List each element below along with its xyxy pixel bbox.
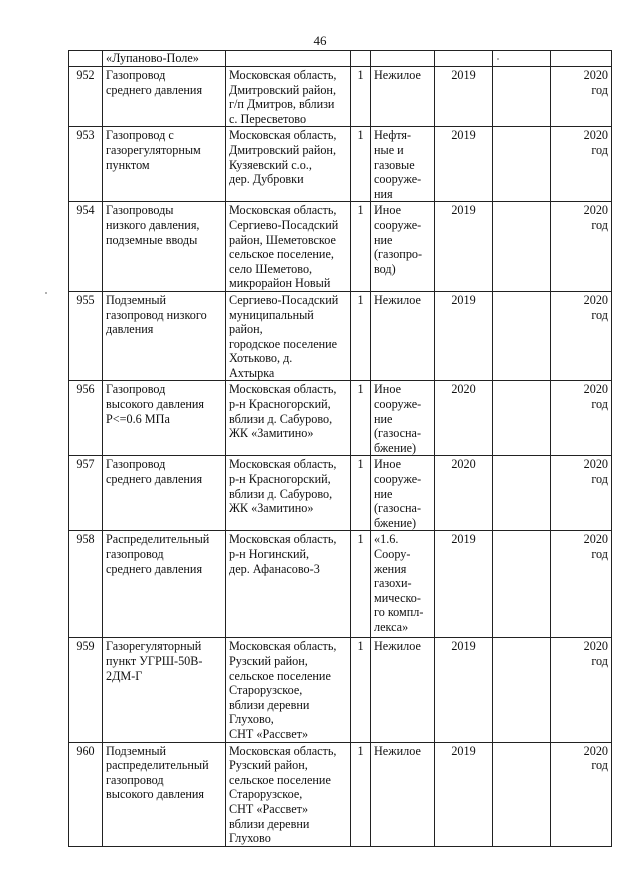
cell-address-line: Московская область, bbox=[229, 68, 337, 82]
cell-quantity bbox=[351, 51, 371, 67]
cell-number: 952 bbox=[69, 67, 103, 127]
cell-type-line: ния bbox=[374, 186, 393, 201]
cell-address-line: Старорузское, bbox=[229, 683, 303, 698]
cell-year: 2019 bbox=[435, 742, 493, 846]
cell-type-line: (газопро- bbox=[374, 247, 423, 262]
cell-name-line: Подземный bbox=[106, 292, 167, 307]
cell-name-line: пунктом bbox=[106, 157, 150, 172]
cell-type-line: Иное bbox=[374, 457, 401, 472]
cell-empty bbox=[493, 291, 551, 381]
cell-address bbox=[226, 381, 351, 456]
cell-name-line: высокого давления bbox=[106, 787, 205, 802]
cell-name-line: Газопровод bbox=[106, 382, 166, 397]
cell-type-line: вод) bbox=[374, 261, 396, 276]
cell-address-line: Сергиево-Посадский bbox=[229, 292, 339, 307]
cell-type-line: Нежилое bbox=[374, 639, 421, 654]
cell-address-line: городское поселение bbox=[229, 336, 338, 351]
cell-type-line: лекса» bbox=[374, 619, 409, 634]
cell-type-line: ние bbox=[374, 411, 393, 426]
cell-type-line: ние bbox=[374, 232, 393, 247]
cell-address-line: Рузский район, bbox=[229, 758, 308, 773]
cell-name bbox=[103, 531, 226, 638]
cell-type-line: сооруже- bbox=[374, 472, 422, 487]
cell-name bbox=[103, 742, 226, 846]
cell-empty bbox=[493, 381, 551, 456]
table-row bbox=[69, 531, 612, 638]
table-row-continuation bbox=[69, 51, 612, 67]
cell-empty bbox=[493, 202, 551, 292]
cell-type-line: (газосна- bbox=[374, 426, 422, 441]
cell-address-line: Рузский район, bbox=[229, 654, 308, 668]
cell-number: 956 bbox=[69, 381, 103, 456]
cell-address bbox=[226, 531, 351, 638]
cell-address-line: Московская область, bbox=[229, 457, 337, 472]
table-row bbox=[69, 742, 612, 846]
cell-address-line: Дмитровский район, bbox=[229, 142, 337, 157]
cell-name-line: Газорегуляторный bbox=[106, 639, 202, 654]
cell-address-line: Московская область, bbox=[229, 128, 337, 143]
cell-type-line: Нежилое bbox=[374, 68, 421, 82]
cell-type-line: го компл- bbox=[374, 605, 424, 620]
cell-address-line: дер. Афанасово-3 bbox=[229, 561, 320, 576]
cell-type-line: Нефтя- bbox=[374, 128, 412, 143]
cell-address-line: вблизи деревни bbox=[229, 816, 310, 831]
cell-name-line: среднего давления bbox=[106, 561, 203, 576]
cell-quantity: 1 bbox=[351, 742, 371, 846]
cell-completion bbox=[551, 291, 612, 381]
cell-address bbox=[226, 51, 351, 67]
cell-name bbox=[103, 291, 226, 381]
scan-speck bbox=[45, 292, 47, 294]
cell-number: 959 bbox=[69, 638, 103, 742]
cell-completion bbox=[551, 127, 612, 202]
cell-completion-line: год bbox=[591, 654, 608, 668]
cell-address-line: г/п Дмитров, вблизи bbox=[229, 97, 335, 112]
cell-type-line: Иное bbox=[374, 382, 401, 397]
cell-address-line: СНТ «Рассвет» bbox=[229, 726, 309, 741]
cell-name-line: газопровод bbox=[106, 547, 164, 561]
cell-empty bbox=[493, 127, 551, 202]
cell-empty bbox=[493, 67, 551, 127]
cell-quantity: 1 bbox=[351, 67, 371, 127]
cell-address bbox=[226, 67, 351, 127]
cell-number bbox=[69, 51, 103, 67]
cell-address-line: Глухово bbox=[229, 831, 271, 846]
cell-name bbox=[103, 67, 226, 127]
cell-name bbox=[103, 202, 226, 292]
cell-name-line: Газопровод bbox=[106, 68, 166, 82]
cell-type bbox=[371, 456, 435, 531]
cell-empty bbox=[493, 456, 551, 531]
table-row bbox=[69, 456, 612, 531]
cell-completion-line: год bbox=[591, 307, 608, 322]
cell-type-line: сооруже- bbox=[374, 397, 422, 412]
cell-name-line: Газопроводы bbox=[106, 203, 174, 218]
cell-completion bbox=[551, 638, 612, 742]
cell-type bbox=[371, 291, 435, 381]
cell-type bbox=[371, 127, 435, 202]
cell-number: 954 bbox=[69, 202, 103, 292]
cell-quantity: 1 bbox=[351, 531, 371, 638]
cell-completion-line: год bbox=[591, 82, 608, 97]
cell-completion-line: год bbox=[591, 142, 608, 157]
cell-name-line: низкого давления, bbox=[106, 217, 200, 232]
cell-name bbox=[103, 381, 226, 456]
cell-completion bbox=[551, 381, 612, 456]
cell-completion bbox=[551, 531, 612, 638]
cell-type-line: сооруже- bbox=[374, 172, 422, 187]
cell-type-line: Соору- bbox=[374, 547, 411, 561]
cell-completion-line: 2020 bbox=[583, 292, 608, 307]
cell-type-line: «1.6. bbox=[374, 532, 399, 547]
cell-quantity: 1 bbox=[351, 202, 371, 292]
cell-address-line: район, bbox=[229, 322, 263, 337]
cell-completion-line: год bbox=[591, 397, 608, 412]
cell-address-line: Ахтырка bbox=[229, 365, 275, 380]
cell-completion-line: 2020 bbox=[583, 203, 608, 218]
cell-name-line: Распределительный bbox=[106, 532, 210, 547]
cell-name-line: газопровод bbox=[106, 772, 164, 787]
cell-address-line: Московская область, bbox=[229, 743, 337, 758]
cell-address-line: Хотьково, д. bbox=[229, 351, 293, 366]
scan-speck bbox=[497, 58, 499, 60]
cell-type bbox=[371, 638, 435, 742]
cell-name-line: распределительный bbox=[106, 758, 209, 773]
cell-address-line: Московская область, bbox=[229, 532, 337, 547]
cell-completion-line: 2020 bbox=[583, 68, 608, 82]
cell-address-line: вблизи деревни bbox=[229, 697, 310, 712]
cell-address-line: микрорайон Новый bbox=[229, 276, 331, 291]
cell-year: 2019 bbox=[435, 202, 493, 292]
cell-address-line: сельское поселение bbox=[229, 668, 331, 683]
cell-address-line: с. Пересветово bbox=[229, 111, 307, 126]
cell-address-line: вблизи д. Сабурово, bbox=[229, 411, 333, 426]
cell-address-line: СНТ «Рассвет» bbox=[229, 801, 309, 816]
cell-address-line: Старорузское, bbox=[229, 787, 303, 802]
cell-name: «Лупаново-Поле» bbox=[103, 51, 226, 67]
cell-quantity: 1 bbox=[351, 127, 371, 202]
cell-number: 958 bbox=[69, 531, 103, 638]
cell-address-line: село Шеметово, bbox=[229, 261, 313, 276]
cell-number: 955 bbox=[69, 291, 103, 381]
table-row bbox=[69, 638, 612, 742]
cell-type-line: мическо- bbox=[374, 590, 421, 605]
cell-address-line: Московская область, bbox=[229, 382, 337, 397]
table-row bbox=[69, 67, 612, 127]
cell-year bbox=[435, 51, 493, 67]
cell-address-line: Дмитровский район, bbox=[229, 82, 337, 97]
table-row bbox=[69, 127, 612, 202]
cell-name bbox=[103, 456, 226, 531]
cell-empty bbox=[493, 742, 551, 846]
cell-completion-line: год bbox=[591, 472, 608, 487]
cell-name-line: 2ДМ-Г bbox=[106, 668, 143, 683]
cell-completion-line: 2020 bbox=[583, 457, 608, 472]
cell-completion bbox=[551, 67, 612, 127]
cell-address-line: сельское поселение, bbox=[229, 247, 334, 262]
cell-empty bbox=[493, 638, 551, 742]
cell-type-line: (газосна- bbox=[374, 501, 422, 516]
cell-type-line: газовые bbox=[374, 157, 415, 172]
cell-name-line: высокого давления bbox=[106, 397, 205, 412]
cell-year: 2019 bbox=[435, 638, 493, 742]
cell-address bbox=[226, 638, 351, 742]
cell-type bbox=[371, 531, 435, 638]
cell-year: 2019 bbox=[435, 531, 493, 638]
cell-name-line: пункт УГРШ-50В- bbox=[106, 654, 203, 668]
cell-year: 2020 bbox=[435, 381, 493, 456]
cell-name-line: Газопровод с bbox=[106, 128, 174, 143]
cell-address-line: муниципальный bbox=[229, 307, 314, 322]
cell-address bbox=[226, 456, 351, 531]
cell-completion-line: 2020 bbox=[583, 743, 608, 758]
cell-year: 2019 bbox=[435, 291, 493, 381]
cell-quantity: 1 bbox=[351, 638, 371, 742]
cell-name bbox=[103, 638, 226, 742]
registry-table bbox=[68, 50, 612, 847]
cell-type bbox=[371, 51, 435, 67]
cell-address bbox=[226, 127, 351, 202]
cell-type-line: Иное bbox=[374, 203, 401, 218]
cell-completion-line: год bbox=[591, 217, 608, 232]
cell-address-line: сельское поселение bbox=[229, 772, 331, 787]
cell-type bbox=[371, 202, 435, 292]
page-number: 46 bbox=[313, 33, 327, 48]
cell-address-line: р-н Красногорский, bbox=[229, 397, 331, 412]
cell-name-line: газорегуляторным bbox=[106, 142, 201, 157]
cell-type-line: Нежилое bbox=[374, 743, 421, 758]
cell-number: 960 bbox=[69, 742, 103, 846]
cell-address bbox=[226, 202, 351, 292]
cell-quantity: 1 bbox=[351, 456, 371, 531]
cell-address-line: ЖК «Замитино» bbox=[229, 426, 314, 441]
cell-name-line: среднего давления bbox=[106, 472, 203, 487]
cell-completion-line: 2020 bbox=[583, 128, 608, 143]
cell-address-line: Глухово, bbox=[229, 712, 274, 727]
cell-completion-line: год bbox=[591, 758, 608, 773]
cell-address bbox=[226, 742, 351, 846]
cell-completion bbox=[551, 202, 612, 292]
cell-empty bbox=[493, 531, 551, 638]
cell-type-line: жения bbox=[374, 561, 407, 576]
cell-name-line: Подземный bbox=[106, 743, 167, 758]
cell-type bbox=[371, 67, 435, 127]
cell-address-line: район, Шеметовское bbox=[229, 232, 336, 247]
cell-address-line: дер. Дубровки bbox=[229, 172, 304, 187]
cell-year: 2019 bbox=[435, 67, 493, 127]
cell-number: 953 bbox=[69, 127, 103, 202]
cell-completion-line: 2020 bbox=[583, 532, 608, 547]
cell-address-line: Сергиево-Посадский bbox=[229, 217, 339, 232]
cell-type-line: бжение) bbox=[374, 515, 417, 530]
cell-name-line: газопровод низкого bbox=[106, 307, 207, 322]
cell-type bbox=[371, 742, 435, 846]
cell-name-line: Р<=0.6 МПа bbox=[106, 411, 170, 426]
cell-address-line: Московская область, bbox=[229, 203, 337, 218]
cell-number: 957 bbox=[69, 456, 103, 531]
cell-type-line: ние bbox=[374, 486, 393, 501]
cell-name bbox=[103, 127, 226, 202]
cell-type-line: сооруже- bbox=[374, 217, 422, 232]
cell-type-line: газохи- bbox=[374, 576, 412, 591]
cell-completion-line: год bbox=[591, 547, 608, 561]
cell-quantity: 1 bbox=[351, 381, 371, 456]
cell-type-line: Нежилое bbox=[374, 292, 421, 307]
cell-empty bbox=[493, 51, 551, 67]
cell-quantity: 1 bbox=[351, 291, 371, 381]
cell-address-line: р-н Красногорский, bbox=[229, 472, 331, 487]
cell-name-line: давления bbox=[106, 322, 154, 337]
cell-type-line: бжение) bbox=[374, 440, 417, 455]
cell-year: 2020 bbox=[435, 456, 493, 531]
cell-address-line: Кузяевский с.о., bbox=[229, 157, 312, 172]
cell-type bbox=[371, 381, 435, 456]
cell-year: 2019 bbox=[435, 127, 493, 202]
cell-name-line: среднего давления bbox=[106, 82, 203, 97]
cell-address bbox=[226, 291, 351, 381]
cell-completion bbox=[551, 456, 612, 531]
cell-name-line: Газопровод bbox=[106, 457, 166, 472]
cell-address-line: Московская область, bbox=[229, 639, 337, 654]
cell-completion-line: 2020 bbox=[583, 639, 608, 654]
cell-completion-line: 2020 bbox=[583, 382, 608, 397]
cell-completion bbox=[551, 742, 612, 846]
cell-type-line: ные и bbox=[374, 142, 404, 157]
table-row bbox=[69, 381, 612, 456]
cell-name-line: подземные вводы bbox=[106, 232, 198, 247]
cell-address-line: вблизи д. Сабурово, bbox=[229, 486, 333, 501]
cell-address-line: р-н Ногинский, bbox=[229, 547, 310, 561]
table-row bbox=[69, 202, 612, 292]
cell-completion bbox=[551, 51, 612, 67]
registry-table-body bbox=[69, 51, 612, 847]
table-row bbox=[69, 291, 612, 381]
cell-address-line: ЖК «Замитино» bbox=[229, 501, 314, 516]
